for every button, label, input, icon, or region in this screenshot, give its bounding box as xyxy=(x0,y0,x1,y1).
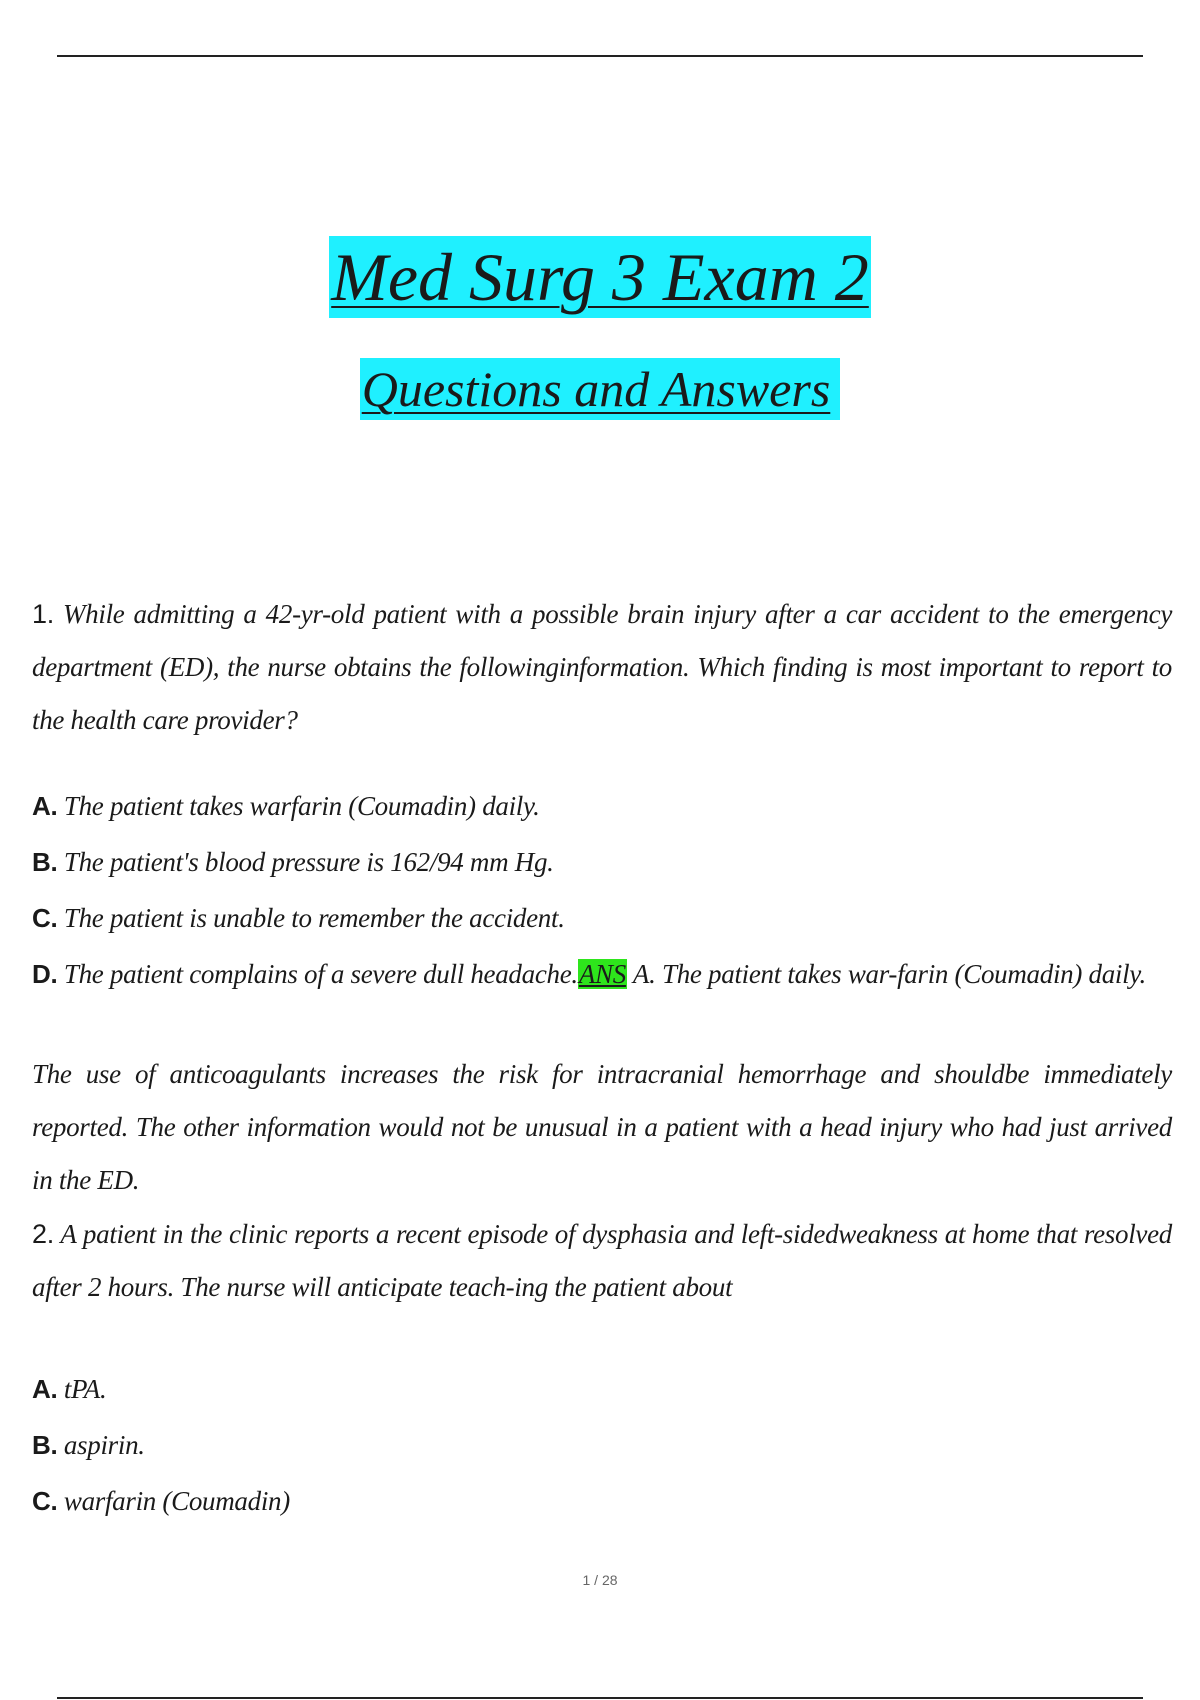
answer-label: ANS xyxy=(578,959,626,989)
option-letter: B. xyxy=(32,847,58,877)
option-letter: C. xyxy=(32,1486,58,1516)
question-1-options xyxy=(32,778,1172,1002)
question-text: While admitting a 42-yr-old patient with a possible brain injury after a car accident to the emergency department (ED), the nurse obtains the followinginformation. Which finding is most important to report to the health care provider? xyxy=(32,599,1172,735)
header-rule xyxy=(57,55,1143,57)
option-c xyxy=(32,1473,1172,1529)
document-subtitle xyxy=(0,358,1200,420)
option-text: The patient is unable to remember the accident. xyxy=(57,903,565,933)
option-c xyxy=(32,890,1172,946)
title-text: Med Surg 3 Exam 2 xyxy=(329,236,871,318)
subtitle-text: Questions and Answers xyxy=(360,358,841,420)
option-letter: B. xyxy=(32,1430,58,1460)
explanation-text: The use of anticoagulants increases the risk for intracranial hemorrhage and shouldbe immediately reported. The other information would not be unusual in a patient with a head injury who had just arrived in the ED. xyxy=(32,1059,1172,1195)
question-number: 1. xyxy=(32,599,54,629)
option-text: warfarin (Coumadin) xyxy=(57,1486,290,1516)
option-letter: A. xyxy=(32,791,58,821)
option-letter: A. xyxy=(32,1374,58,1404)
option-a xyxy=(32,1361,1172,1417)
option-b xyxy=(32,834,1172,890)
option-d xyxy=(32,946,1172,1002)
page-indicator: 1 / 28 xyxy=(582,1572,618,1588)
option-text: The patient's blood pressure is 162/94 mm Hg. xyxy=(57,847,554,877)
option-b xyxy=(32,1417,1172,1473)
option-letter: D. xyxy=(32,959,58,989)
option-text: tPA. xyxy=(57,1374,107,1404)
option-a xyxy=(32,778,1172,834)
question-1 xyxy=(32,588,1172,747)
answer-text: A. The patient takes war-farin (Coumadin) daily. xyxy=(626,959,1146,989)
question-2-options xyxy=(32,1361,1172,1529)
footer-rule xyxy=(57,1697,1143,1699)
question-number: 2. xyxy=(32,1219,54,1249)
option-text: aspirin. xyxy=(57,1430,145,1460)
option-text: The patient complains of a severe dull headache. xyxy=(57,959,578,989)
question-text: A patient in the clinic reports a recent episode of dysphasia and left-sidedweakness at home that resolved after 2 hours. The nurse will anticipate teach-ing the patient about xyxy=(32,1219,1172,1302)
option-letter: C. xyxy=(32,903,58,933)
question-2 xyxy=(32,1208,1172,1314)
option-text: The patient takes warfarin (Coumadin) daily. xyxy=(57,791,540,821)
question-1-explanation xyxy=(32,1048,1172,1207)
document-title xyxy=(0,236,1200,318)
